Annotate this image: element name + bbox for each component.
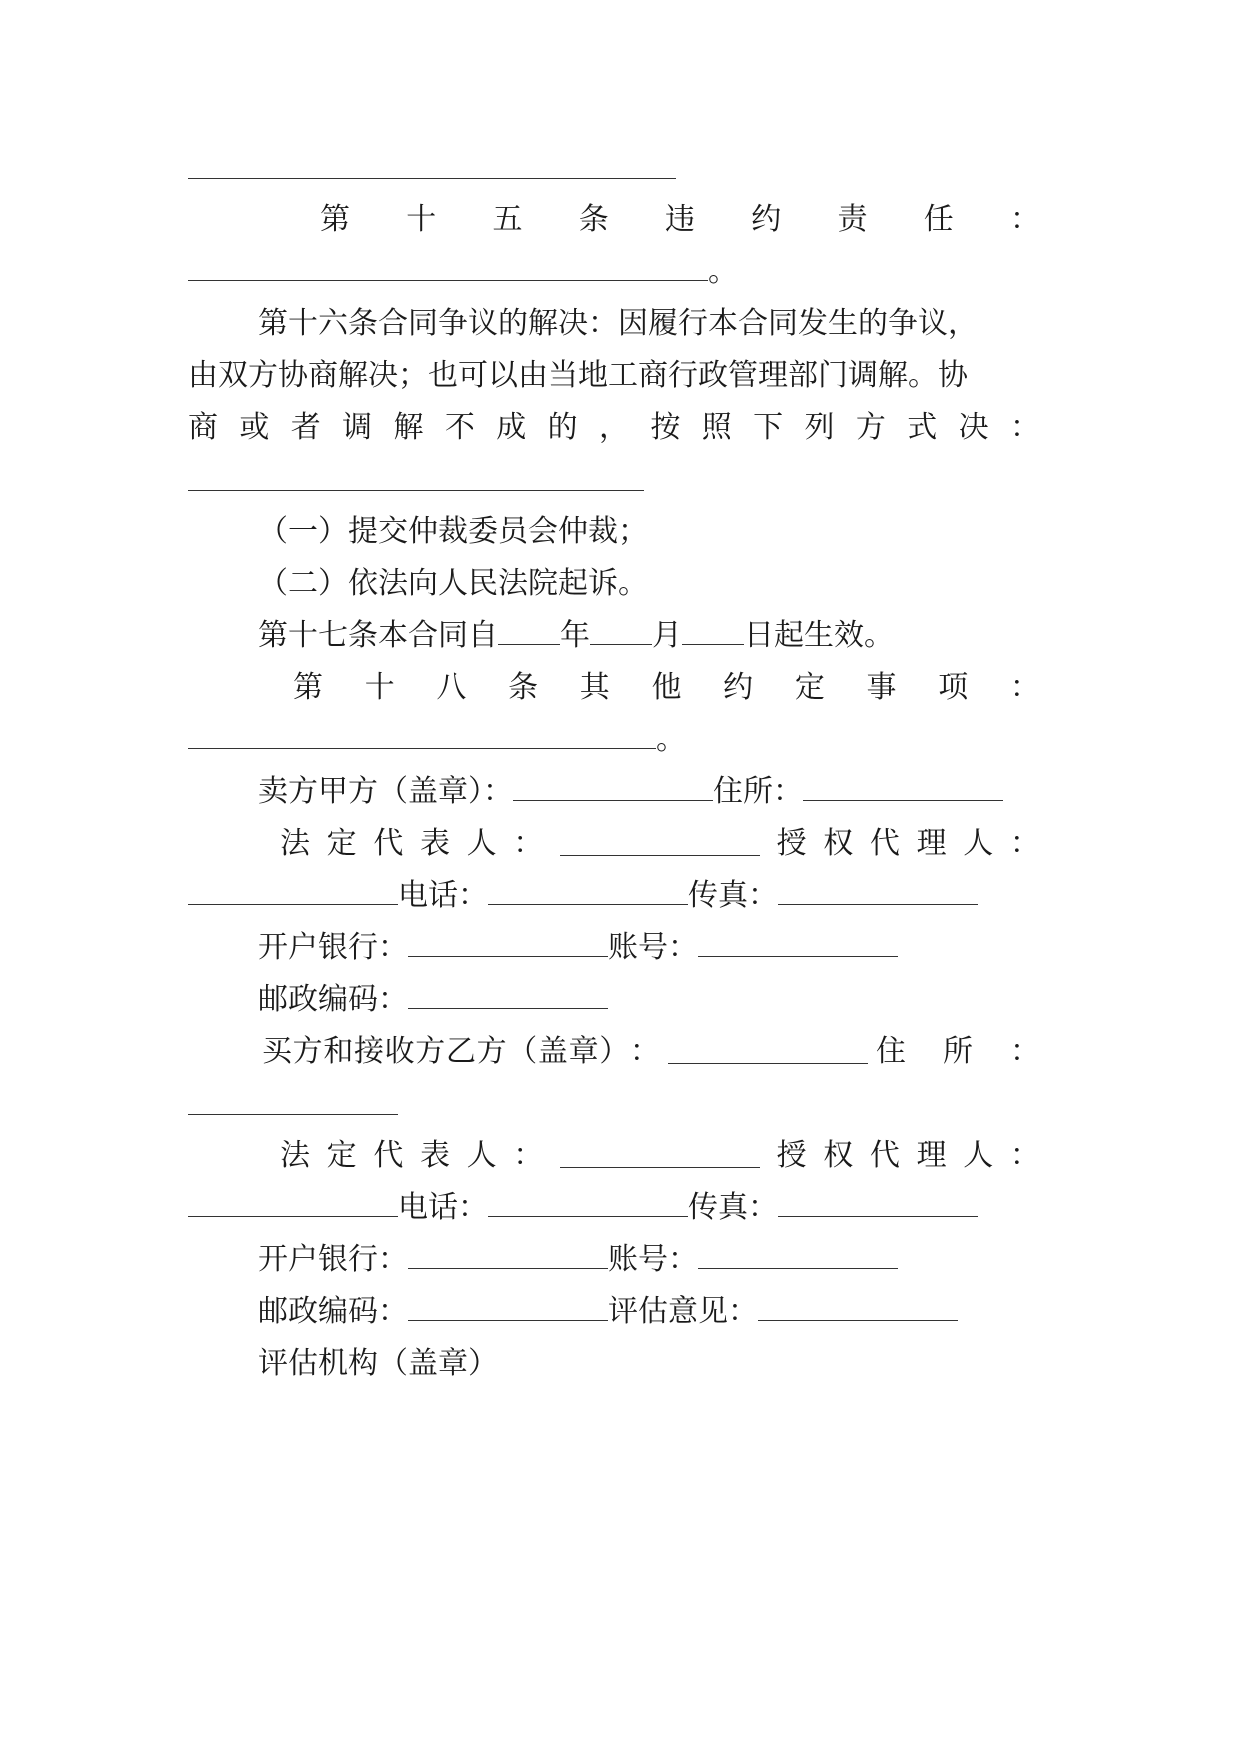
char: 第 (293, 670, 323, 705)
char: 人 (466, 826, 497, 861)
blank-line (188, 258, 708, 281)
blank-line (778, 1194, 978, 1217)
buyer-line (262, 1032, 1040, 1072)
char: 法 (280, 826, 310, 861)
char: 定 (794, 670, 825, 705)
char: 方 (476, 1034, 507, 1069)
article-18-heading (293, 668, 1040, 708)
char: 表 (419, 1138, 450, 1173)
blank-line (408, 1298, 608, 1321)
char: ： (1009, 826, 1040, 861)
blank-line (682, 622, 744, 645)
char: 他 (651, 670, 682, 705)
buyer-rep-line (280, 1136, 1040, 1176)
blank-line (408, 934, 608, 957)
blank-line (803, 778, 1003, 801)
seller-phone-line (188, 876, 1040, 916)
blank-line (188, 1114, 398, 1115)
blank-line (488, 882, 688, 905)
blank-line (188, 726, 656, 749)
article-17 (258, 616, 1040, 656)
char: ： (1010, 1034, 1040, 1069)
char: 其 (579, 670, 610, 705)
char: ， (599, 410, 629, 445)
blank-line (513, 778, 713, 801)
char: 条 (508, 670, 539, 705)
buyer-postcode-line (258, 1292, 1040, 1332)
char: 约 (751, 202, 782, 237)
char: 授 (776, 1138, 807, 1173)
char: 项 (938, 670, 969, 705)
char: 事 (866, 670, 897, 705)
char: 所 (943, 1034, 973, 1069)
char: 任 (923, 202, 954, 237)
blank-line (778, 882, 978, 905)
year-label: 年 (560, 618, 590, 653)
seller-bank-line (258, 928, 1040, 968)
char: ） (599, 1034, 630, 1069)
article-15-fill (188, 252, 1040, 292)
char: 条 (578, 202, 609, 237)
char: 代 (373, 1138, 404, 1173)
buyer-postcode-label: 邮政编码： (258, 1294, 408, 1329)
seller-phone-label: 电话： (398, 878, 488, 913)
seller-address-label: 住所： (713, 774, 803, 809)
buyer-opinion-label: 评估意见： (608, 1294, 758, 1329)
char: 八 (436, 670, 467, 705)
char: 代 (373, 826, 404, 861)
char: 下 (753, 410, 784, 445)
article-16-line-2: 由双方协商解决；也可以由当地工商行政管理部门调解。协 (188, 358, 968, 393)
char: 买 (262, 1034, 292, 1069)
char: 人 (466, 1138, 497, 1173)
blank-line (188, 178, 676, 179)
char: ： (1010, 202, 1040, 237)
period: 。 (708, 254, 738, 289)
seller-postcode-label: 邮政编码： (258, 982, 408, 1017)
buyer-account-label: 账号： (608, 1242, 698, 1277)
char: 约 (723, 670, 754, 705)
char: 章 (568, 1034, 599, 1069)
char: 第 (320, 202, 350, 237)
char: 式 (907, 410, 938, 445)
char: 表 (419, 826, 450, 861)
char: ： (1009, 1138, 1040, 1173)
char: 者 (290, 410, 321, 445)
seller-account-label: 账号： (608, 930, 698, 965)
char: 盖 (537, 1034, 568, 1069)
seller-line (258, 772, 1040, 812)
blank-line (188, 882, 398, 905)
blank-line (408, 986, 608, 1009)
blank-line (488, 1194, 688, 1217)
char: ： (1010, 410, 1040, 445)
blank-line (188, 1194, 398, 1217)
char: ： (629, 1034, 660, 1069)
buyer-bank-line (258, 1240, 1040, 1280)
char: 成 (496, 410, 527, 445)
agency-seal-label: 评估机构（盖章） (258, 1346, 498, 1381)
char: 授 (776, 826, 807, 861)
char: 理 (916, 1138, 947, 1173)
char: 住 (876, 1034, 906, 1069)
seller-postcode-line (258, 980, 1040, 1020)
blank-line (668, 1041, 868, 1064)
char: 接 (353, 1034, 384, 1069)
char: 权 (823, 826, 854, 861)
char: （ (507, 1034, 538, 1069)
char: 商 (188, 410, 218, 445)
seller-fax-label: 传真： (688, 878, 778, 913)
char: 代 (869, 826, 900, 861)
char: 按 (650, 410, 681, 445)
blank-line (758, 1298, 958, 1321)
char: 和 (323, 1034, 354, 1069)
blank-line (408, 1246, 608, 1269)
char: 方 (855, 410, 886, 445)
char: 照 (701, 410, 732, 445)
blank-line (560, 833, 760, 856)
seller-rep-line (280, 824, 1040, 864)
seller-label: 卖方甲方（盖章）： (258, 774, 513, 809)
char: 人 (963, 826, 994, 861)
char: 五 (492, 202, 523, 237)
char: 乙 (445, 1034, 476, 1069)
char: 方 (292, 1034, 323, 1069)
char: ： (513, 1138, 544, 1173)
buyer-fax-label: 传真： (688, 1190, 778, 1225)
char: 代 (869, 1138, 900, 1173)
blank-line (698, 1246, 898, 1269)
char: 十 (364, 670, 395, 705)
char: 解 (393, 410, 424, 445)
article-16-option-2: （二）依法向人民法院起诉。 (258, 566, 648, 601)
blank-line (498, 622, 560, 645)
blank-line (590, 622, 652, 645)
char: 理 (916, 826, 947, 861)
char: 决 (958, 410, 989, 445)
article-18-fill (188, 720, 1040, 760)
char: 违 (665, 202, 695, 237)
period: 。 (656, 722, 686, 757)
char: ： (1009, 670, 1040, 705)
char: 方 (415, 1034, 446, 1069)
article-17-prefix: 第十七条本合同自 (258, 618, 498, 653)
month-label: 月 (652, 618, 682, 653)
day-label: 日起生效。 (744, 618, 894, 653)
buyer-bank-label: 开户银行： (258, 1242, 408, 1277)
char: 或 (239, 410, 270, 445)
char: 十 (406, 202, 437, 237)
char: 定 (326, 826, 357, 861)
char: 列 (804, 410, 835, 445)
blank-line (698, 934, 898, 957)
buyer-phone-label: 电话： (398, 1190, 488, 1225)
char: 权 (823, 1138, 854, 1173)
blank-line (188, 490, 644, 491)
char: 人 (963, 1138, 994, 1173)
char: 收 (384, 1034, 415, 1069)
char: 法 (280, 1138, 310, 1173)
char: ： (513, 826, 544, 861)
buyer-phone-line (188, 1188, 1040, 1228)
article-16-option-1: （一）提交仲裁委员会仲裁； (258, 514, 648, 549)
article-15-heading (320, 200, 1040, 240)
char: 不 (444, 410, 475, 445)
char: 的 (547, 410, 578, 445)
char: 责 (837, 202, 868, 237)
char: 调 (342, 410, 373, 445)
char: 定 (326, 1138, 357, 1173)
seller-bank-label: 开户银行： (258, 930, 408, 965)
blank-line (560, 1145, 760, 1168)
article-16-line-3 (188, 408, 1040, 448)
article-16-line-1: 第十六条合同争议的解决：因履行本合同发生的争议， (258, 306, 978, 341)
